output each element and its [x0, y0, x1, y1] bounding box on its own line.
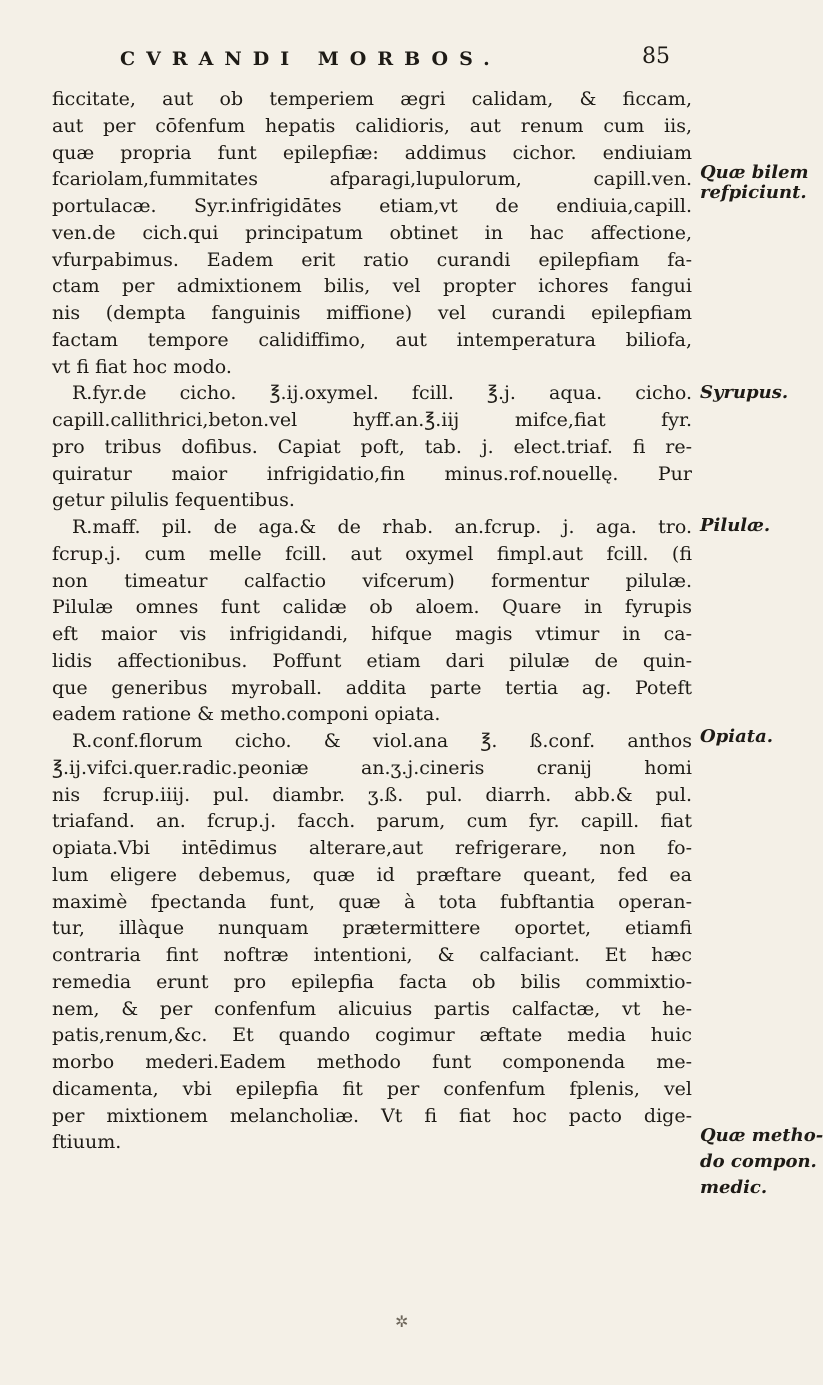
text-line: ctam per admixtionem bilis, vel propter ichores fangui: [52, 275, 692, 298]
text-line: per mixtionem melancholiæ. Vt fi fiat hoc pacto dige-: [52, 1104, 692, 1127]
text-line: aut per cōfenfum hepatis calidioris, aut renum cum iis,: [52, 114, 692, 137]
footer-ornament: ✲: [395, 1312, 409, 1331]
margin-note-method-cont: do compon.: [700, 1151, 817, 1172]
text-line: que generibus myroball. addita parte tertia ag. Poteft: [52, 676, 692, 699]
text-line: remedia erunt pro epilepfia facta ob bilis commixtio-: [52, 970, 692, 993]
text-line: nem, & per confenfum alicuius partis calfactæ, vt he-: [52, 997, 692, 1020]
margin-note-syrup: Syrupus.: [700, 382, 789, 403]
text-line: lidis affectionibus. Poffunt etiam dari pilulæ de quin-: [52, 649, 692, 672]
text-line: factam tempore calidiffimo, aut intemperatura biliofa,: [52, 328, 692, 351]
text-line: maximè fpectanda funt, quæ à tota fubftantia operan-: [52, 890, 692, 913]
text-line: ficcitate, aut ob temperiem ægri calidam, & ficcam,: [52, 88, 692, 110]
margin-note-medic: medic.: [700, 1177, 768, 1198]
text-line: fcrup.j. cum melle fcill. aut oxymel fimpl.aut fcill. (fi: [52, 542, 692, 565]
text-line: ven.de cich.qui principatum obtinet in hac affectione,: [52, 221, 692, 244]
page-number: 85: [642, 44, 670, 69]
margin-note-method: Quæ metho-: [700, 1125, 823, 1146]
text-line: nis fcrup.iiij. pul. diambr. ʒ.ß. pul. diarrh. abb.& pul.: [52, 783, 692, 806]
text-line: portulacæ. Syr.infrigidātes etiam,vt de endiuia,capill.: [52, 195, 692, 217]
body-text: [52, 86, 692, 1156]
text-line: ftiuum.: [52, 1131, 122, 1154]
running-head: CVRANDI MORBOS.: [120, 48, 501, 70]
text-line: opiata.Vbi intēdimus alterare,aut refrigerare, non fo-: [52, 837, 692, 859]
text-line: contraria fint noftræ intentioni, & calfaciant. Et hæc: [52, 944, 692, 966]
text-line: nis (dempta fanguinis miffione) vel curandi epilepfiam: [52, 302, 692, 324]
text-line: ℥.ij.vifci.quer.radic.peoniæ an.ʒ.j.cineris cranij homi: [52, 756, 692, 779]
text-line: pro tribus dofibus. Capiat poft, tab. j. elect.triaf. fi re-: [52, 435, 692, 458]
text-line: Pilulæ omnes funt calidæ ob aloem. Quare in fyrupis: [52, 596, 692, 619]
text-line: patis,renum,&c. Et quando cogimur æftate media huic: [52, 1024, 692, 1047]
recipe-line: R.fyr.de cicho. ℥.ij.oxymel. fcill. ℥.j. aqua. cicho.: [72, 382, 692, 405]
text-line: triafand. an. fcrup.j. facch. parum, cum fyr. capill. fiat: [52, 810, 692, 833]
text-line: vt fi fiat hoc modo.: [52, 355, 232, 378]
text-line: tur, illàque nunquam prætermittere oportet, etiamfi: [52, 917, 692, 940]
text-line: non timeatur calfactio vifcerum) formentur pilulæ.: [52, 569, 692, 592]
text-line: lum eligere debemus, quæ id præftare queant, fed ea: [52, 863, 692, 886]
text-line: getur pilulis fequentibus.: [52, 489, 295, 512]
margin-note-bile: Quæ bilem: [700, 162, 809, 183]
recipe-line: R.conf.florum cicho. & viol.ana ℥. ß.conf. anthos: [72, 730, 692, 752]
recipe-line: R.maff. pil. de aga.& de rhab. an.fcrup. j. aga. tro.: [72, 516, 692, 538]
margin-note-bile-cont: refpiciunt.: [700, 182, 807, 203]
text-line: dicamenta, vbi epilepfia fit per confenfum fplenis, vel: [52, 1077, 692, 1100]
text-line: eft maior vis infrigidandi, hifque magis vtimur in ca-: [52, 623, 692, 645]
text-line: vfurpabimus. Eadem erit ratio curandi epilepfiam fa-: [52, 248, 692, 271]
margin-note-opiate: Opiata.: [700, 726, 774, 747]
text-line: capill.callithrici,beton.vel hyff.an.℥.iij mifce,fiat fyr.: [52, 409, 692, 431]
text-line: quæ propria funt epilepfiæ: addimus cichor. endiuiam: [52, 141, 692, 164]
margin-note-pills: Pilulæ.: [700, 515, 771, 536]
text-line: morbo mederi.Eadem methodo funt componenda me-: [52, 1051, 692, 1073]
text-line: quiratur maior infrigidatio,fin minus.rof.nouellę. Pur: [52, 462, 692, 485]
text-line: eadem ratione & metho.componi opiata.: [52, 703, 441, 726]
text-line: fcariolam,fummitates afparagi,lupulorum, capill.ven.: [52, 168, 692, 191]
